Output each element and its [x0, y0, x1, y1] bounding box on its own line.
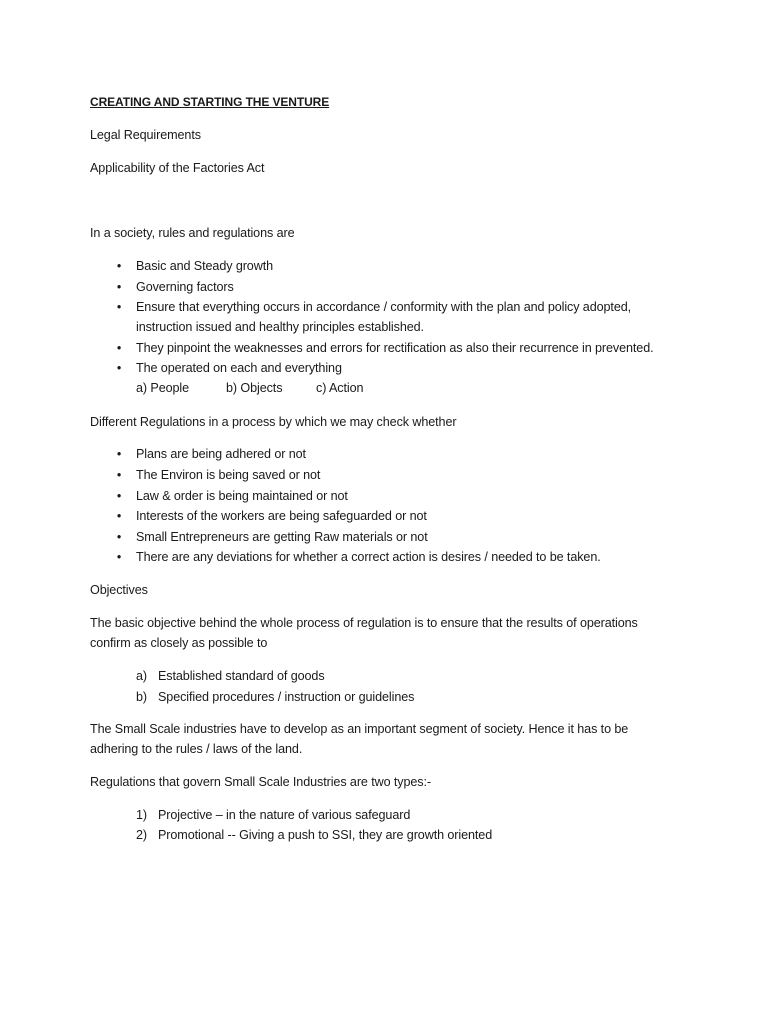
bullet-icon: •	[116, 509, 122, 523]
bullet-icon: •	[116, 447, 122, 461]
list-item-text: Ensure that everything occurs in accordance / conformity with the plan and policy adopted,	[136, 300, 632, 314]
heading-legal-requirements: Legal Requirements	[90, 128, 201, 142]
regulation-types-paragraph: Regulations that govern Small Scale Industries are two types:-	[90, 775, 432, 789]
list-item-text: Law & order is being maintained or not	[136, 489, 348, 503]
objectives-paragraph-line-1: The basic objective behind the whole process of regulation is to ensure that the results of operations	[90, 616, 638, 630]
document-title: CREATING AND STARTING THE VENTURE	[90, 95, 330, 109]
bullet-icon: •	[116, 550, 122, 564]
intro-paragraph: In a society, rules and regulations are	[90, 226, 295, 240]
heading-factories-act: Applicability of the Factories Act	[90, 161, 265, 175]
list-item-text: Plans are being adhered or not	[136, 447, 306, 461]
option-objects: b) Objects	[226, 381, 283, 395]
bullet-icon: •	[116, 530, 122, 544]
list-item-text: The operated on each and everything	[136, 361, 342, 375]
list-item-text: Specified procedures / instruction or guidelines	[158, 690, 415, 704]
list-item-text: Promotional -- Giving a push to SSI, they are growth oriented	[158, 828, 493, 842]
objectives-paragraph-line-2: confirm as closely as possible to	[90, 636, 268, 650]
bullet-icon: •	[116, 341, 122, 355]
ssi-paragraph-line-2: adhering to the rules / laws of the land.	[90, 742, 303, 756]
list-item-text: There are any deviations for whether a correct action is desires / needed to be taken.	[136, 550, 601, 564]
ssi-paragraph-line-1: The Small Scale industries have to develop as an important segment of society. Hence it has to be	[90, 722, 629, 736]
list-item-text: Interests of the workers are being safeguarded or not	[136, 509, 427, 523]
option-people: a) People	[136, 381, 190, 395]
list-item-text: Established standard of goods	[158, 669, 325, 683]
list-item-text: Basic and Steady growth	[136, 259, 274, 273]
list-marker: 2)	[136, 828, 147, 842]
list-item-text: Governing factors	[136, 280, 234, 294]
list-marker: 1)	[136, 808, 147, 822]
list-item-text: Small Entrepreneurs are getting Raw materials or not	[136, 530, 428, 544]
option-action: c) Action	[316, 381, 364, 395]
list-item-text: Projective – in the nature of various safeguard	[158, 808, 411, 822]
list-marker: b)	[136, 690, 147, 704]
bullet-icon: •	[116, 468, 122, 482]
list-marker: a)	[136, 669, 147, 683]
objectives-heading: Objectives	[90, 583, 148, 597]
different-regulations-paragraph: Different Regulations in a process by which we may check whether	[90, 415, 457, 429]
bullet-icon: •	[116, 300, 122, 314]
list-item-text: The Environ is being saved or not	[136, 468, 321, 482]
list-item-text: They pinpoint the weaknesses and errors for rectification as also their recurrence in prevented.	[136, 341, 654, 355]
bullet-icon: •	[116, 361, 122, 375]
bullet-icon: •	[116, 259, 122, 273]
bullet-icon: •	[116, 489, 122, 503]
list-item-text: instruction issued and healthy principles established.	[136, 320, 424, 334]
bullet-icon: •	[116, 280, 122, 294]
